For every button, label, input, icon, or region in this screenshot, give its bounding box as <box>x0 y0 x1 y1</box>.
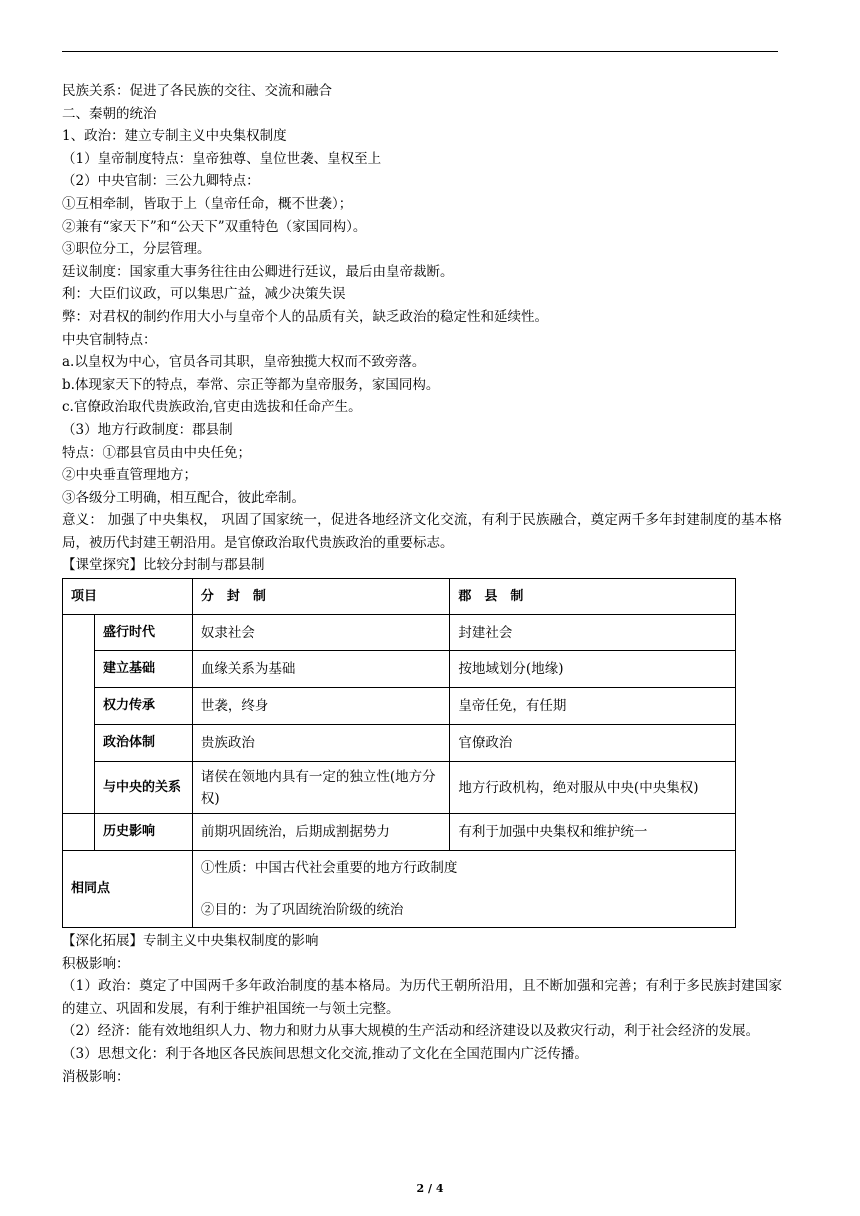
row-fengfeng: 血缘关系为基础 <box>192 651 450 688</box>
row-junxian: 官僚政治 <box>450 725 736 762</box>
same-cell <box>192 851 735 928</box>
row-fengfeng: 前期巩固统治，后期成割据势力 <box>192 814 450 851</box>
text-line: 特点：①郡县官员由中央任免； <box>62 444 251 461</box>
table-row <box>63 688 736 725</box>
text-line: 1、政治：建立专制主义中央集权制度 <box>62 128 287 145</box>
text-line: 廷议制度：国家重大事务往往由公卿进行廷议，最后由皇帝裁断。 <box>62 263 454 280</box>
row-junxian: 封建社会 <box>450 615 736 651</box>
paragraph-economy: （2）经济：能有效地组织人力、物力和财力从事大规模的生产活动和经济建设以及救灾行动，利于社会经济的发展。 <box>62 1023 760 1040</box>
table-row-same <box>63 851 736 928</box>
row-junxian: 有利于加强中央集权和维护统一 <box>450 814 736 851</box>
row-junxian: 地方行政机构，绝对服从中央(中央集权) <box>450 762 736 814</box>
same-point-2: ②目的：为了巩固统治阶级的统治 <box>200 902 404 919</box>
row-item: 历史影响 <box>94 814 192 851</box>
page-number: 2 / 4 <box>416 1182 444 1195</box>
same-label: 相同点 <box>63 851 193 928</box>
row-fengfeng: 奴隶社会 <box>192 615 450 651</box>
table-row <box>63 615 736 651</box>
table-row <box>63 762 736 814</box>
same-point-1: ①性质：中国古代社会重要的地方行政制度 <box>200 860 458 877</box>
text-line: （1）皇帝制度特点：皇帝独尊、皇位世袭、皇权至上 <box>62 150 382 167</box>
text-line: （3）地方行政制度：郡县制 <box>62 421 233 438</box>
table-caption: 【课堂探究】比较分封制与郡县制 <box>62 557 265 574</box>
blank-cell <box>63 814 95 851</box>
paragraph-culture: （3）思想文化：利于各地区各民族间思想文化交流,推动了文化在全国范围内广泛传播。 <box>62 1046 588 1063</box>
text-line: ③各级分工明确，相互配合，彼此牵制。 <box>62 489 305 506</box>
text-line: c.官僚政治取代贵族政治,官吏由选拔和任命产生。 <box>62 399 362 416</box>
row-junxian: 按地域划分(地缘) <box>450 651 736 688</box>
significance-paragraph: 意义： 加强了中央集权， 巩固了国家统一，促进各地经济文化交流，有利于民族融合，奠定两千多年封建制度的基本格局，被历代封建王朝沿用。是官僚政治取代贵族政治的重要标志。 <box>62 512 782 551</box>
table-header-row <box>63 579 736 615</box>
header-junxian: 郡 县 制 <box>450 579 736 615</box>
header-rule <box>62 51 778 52</box>
text-line: 中央官制特点： <box>62 331 157 348</box>
table-row <box>63 814 736 851</box>
paragraph-politics: （1）政治：奠定了中国两千多年政治制度的基本格局。为历代王朝所沿用，且不断加强和完善；有利于多民族封建国家的建立、巩固和发展，有利于维护祖国统一与领土完整。 <box>62 978 782 1017</box>
row-item: 政治体制 <box>94 725 192 762</box>
text-line: 利：大臣们议政，可以集思广益，减少决策失误 <box>62 286 346 303</box>
row-fengfeng: 世袭，终身 <box>192 688 450 725</box>
document-body <box>62 80 782 1088</box>
row-item: 建立基础 <box>94 651 192 688</box>
row-item: 与中央的关系 <box>94 762 192 814</box>
row-fengfeng: 诸侯在领地内具有一定的独立性(地方分权) <box>192 762 450 814</box>
table-row <box>63 725 736 762</box>
text-line: b.体现家天下的特点，奉常、宗正等都为皇帝服务，家国同构。 <box>62 376 440 393</box>
row-junxian: 皇帝任免，有任期 <box>450 688 736 725</box>
extension-title: 【深化拓展】专制主义中央集权制度的影响 <box>62 933 319 950</box>
row-fengfeng: 贵族政治 <box>192 725 450 762</box>
row-item: 盛行时代 <box>94 615 192 651</box>
blank-cell <box>63 615 95 814</box>
text-line: ①互相牵制，皆取于上（皇帝任命，概不世袭）； <box>62 195 353 212</box>
text-line: 弊：对君权的制约作用大小与皇帝个人的品质有关，缺乏政治的稳定性和延续性。 <box>62 308 548 325</box>
comparison-table <box>62 578 736 928</box>
text-line: 民族关系：促进了各民族的交往、交流和融合 <box>62 83 332 99</box>
section-heading: 二、秦朝的统治 <box>62 105 157 122</box>
text-line: ③职位分工，分层管理。 <box>62 241 211 258</box>
text-line: （2）中央官制：三公九卿特点： <box>62 173 260 190</box>
table-row <box>63 651 736 688</box>
row-item: 权力传承 <box>94 688 192 725</box>
text-line: ②兼有“家天下”和“公天下”双重特色（家国同构）。 <box>62 218 367 235</box>
text-line: 消极影响： <box>62 1068 130 1085</box>
header-item: 项目 <box>63 579 193 615</box>
header-fengfeng: 分 封 制 <box>192 579 450 615</box>
text-line: 积极影响： <box>62 955 130 972</box>
text-line: a.以皇权为中心，官员各司其职，皇帝独揽大权而不致旁落。 <box>62 354 426 371</box>
text-line: ②中央垂直管理地方； <box>62 467 197 484</box>
